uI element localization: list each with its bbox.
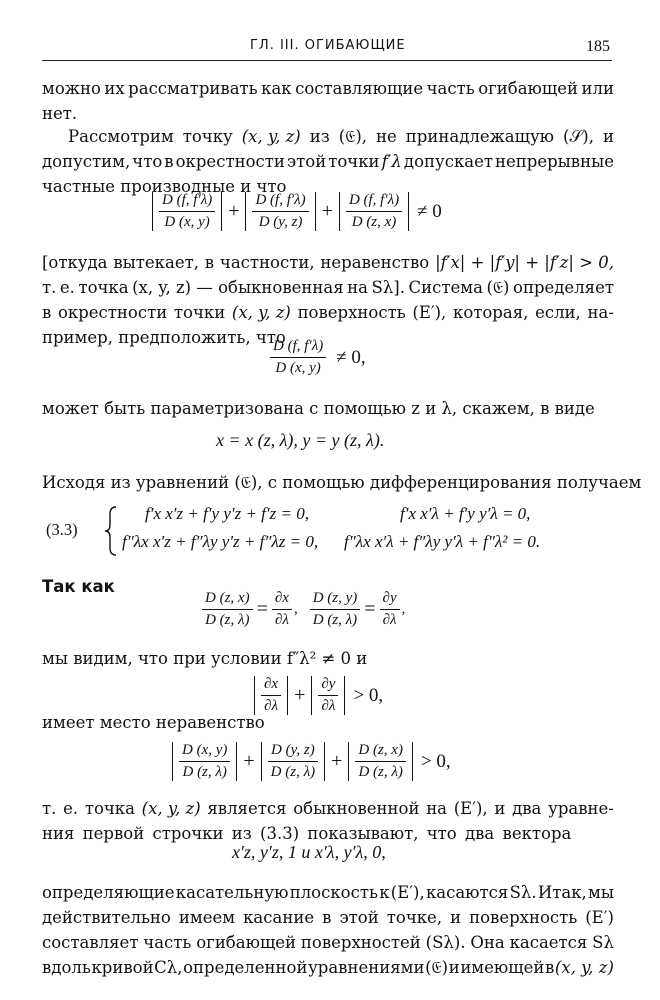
fraction: [268, 742, 318, 781]
word: Cλ,: [154, 958, 183, 977]
fraction: [355, 742, 406, 781]
header-rule: [42, 60, 612, 61]
denominator: D (z, x): [351, 214, 397, 230]
relation: ≠ 0: [417, 200, 442, 222]
numerator: D (f, f′λ): [270, 338, 326, 358]
word: в: [164, 152, 174, 171]
word: вектора: [502, 824, 572, 843]
word: составляющие: [295, 79, 424, 98]
denominator: ∂λ: [382, 612, 397, 628]
word: что: [426, 824, 457, 843]
word: е.: [63, 799, 79, 818]
word: часть: [143, 933, 192, 952]
numerator: ∂x: [261, 676, 281, 696]
word: в: [322, 908, 332, 927]
numerator: D (z, y): [310, 590, 361, 610]
formula-parametrization: x = x (z, λ), y = y (z, λ).: [216, 430, 385, 450]
relation: ≠ 0,: [336, 346, 366, 368]
denominator: ∂λ: [274, 612, 289, 628]
left-brace-icon: [104, 506, 118, 556]
abs-term: [348, 742, 413, 781]
system-row2-right: f″λx x′λ + f″λy y′λ + f″λ² = 0.: [344, 532, 541, 551]
text-line: [42, 880, 614, 905]
word: Она: [470, 933, 505, 952]
word: на-: [587, 303, 614, 322]
denominator: D (y, z): [258, 214, 303, 230]
word: этой: [339, 908, 379, 927]
denominator: ∂λ: [264, 698, 278, 714]
paragraph-6: [42, 646, 614, 671]
word: поверхность: [469, 908, 578, 927]
word: и: [448, 958, 460, 977]
word: определяет: [513, 278, 614, 297]
word: (𝔈): [425, 958, 449, 977]
running-header: ГЛ. III. ОГИБАЮЩИЕ: [250, 38, 406, 53]
numerator: ∂y: [380, 590, 400, 610]
fraction: [270, 338, 326, 377]
denominator: D (z, λ): [205, 612, 250, 628]
denominator: D (x, y): [275, 360, 321, 376]
word: (𝔈),: [338, 127, 367, 146]
word: т.: [42, 799, 57, 818]
word: точку: [182, 127, 233, 146]
word: уравне-: [548, 799, 614, 818]
word: огибающей: [478, 79, 579, 98]
plus-sign: +: [331, 750, 343, 772]
word: касательную: [175, 883, 289, 902]
fraction: [159, 192, 215, 231]
word: вытекает,: [113, 253, 199, 272]
comma: ,: [401, 600, 406, 617]
text-line: может быть параметризована с помощью z и λ, скажем, в виде: [42, 399, 595, 418]
denominator: ∂λ: [321, 698, 336, 714]
word: (E′),: [412, 303, 447, 322]
word: частности,: [219, 253, 315, 272]
word: из: [231, 824, 252, 843]
math-inline: |f′x| + |f′y| + |f′z| > 0,: [435, 253, 614, 272]
paragraph-1: [42, 76, 614, 126]
word: мы: [588, 883, 614, 902]
word: действительно: [42, 908, 171, 927]
numerator: ∂y: [318, 676, 338, 696]
word: точка: [78, 278, 129, 297]
word: допустим,: [42, 152, 131, 171]
math-inline: (x, y, z): [241, 127, 301, 146]
paragraph-3: [42, 250, 614, 350]
page-number: 185: [586, 38, 610, 55]
text-line: [42, 905, 614, 930]
equals-sign: =: [256, 598, 268, 620]
abs-term: [172, 742, 237, 781]
word: допускает: [403, 152, 493, 171]
numerator: D (f, f′λ): [346, 192, 402, 212]
abs-term: [261, 742, 325, 781]
text-line: частные производные и что: [42, 177, 287, 196]
abs-term: [339, 192, 409, 231]
plus-sign: +: [294, 684, 306, 706]
fraction: [272, 590, 292, 629]
paragraph-8: [42, 796, 614, 846]
word: точке,: [386, 908, 443, 927]
word: два: [512, 799, 542, 818]
word: огибающей: [196, 933, 297, 952]
system-row1-left: f′x x′z + f′y y′z + f′z = 0,: [145, 504, 309, 523]
word: два: [464, 824, 495, 843]
denominator: D (z, λ): [358, 764, 403, 780]
text-line: [42, 275, 614, 300]
text-line: Исходя из уравнений (𝔈), с помощью дифференцирования получаем: [42, 473, 642, 492]
paragraph-7: [42, 710, 614, 735]
math-inline: (x, y, z): [141, 799, 201, 818]
fraction: [346, 192, 402, 231]
word: их: [104, 79, 125, 98]
word: на: [347, 278, 368, 297]
denominator: D (z, λ): [270, 764, 316, 780]
word: Sλ.: [509, 883, 537, 902]
denominator: D (z, λ): [312, 612, 358, 628]
word: поверхность: [297, 303, 406, 322]
paragraph-2: [42, 124, 614, 199]
word: рассматривать: [128, 79, 258, 98]
text-line: [42, 76, 614, 101]
paragraph-5: [42, 470, 642, 495]
equation-number: (3.3): [46, 520, 78, 539]
word: Рассмотрим: [68, 127, 174, 146]
numerator: ∂x: [272, 590, 292, 610]
word: которая,: [453, 303, 529, 322]
text-line: пример, предположить, что: [42, 328, 286, 347]
formula-jacobian-sum: [152, 192, 442, 231]
denominator: D (x, y): [164, 214, 210, 230]
word: (x, y, z) — обыкновенная: [132, 278, 344, 297]
word: показывают,: [307, 824, 419, 843]
text-line: [42, 149, 614, 174]
text-line: нет.: [42, 104, 78, 123]
relation: > 0,: [420, 750, 451, 772]
math-inline: (x, y, z): [554, 958, 614, 977]
text-line: [42, 250, 614, 275]
equals-sign: =: [364, 598, 376, 620]
word: что: [132, 152, 163, 171]
word: и: [602, 127, 614, 146]
word: касание: [243, 908, 315, 927]
word: неравенство: [320, 253, 430, 272]
fraction: [179, 742, 230, 781]
plus-sign: +: [321, 200, 333, 222]
word: в: [204, 253, 215, 272]
word: определяющие: [42, 883, 175, 902]
fraction: [202, 590, 253, 629]
word: точки: [328, 152, 380, 171]
word: точки: [173, 303, 226, 322]
word: на: [426, 799, 448, 818]
word: (E′),: [390, 883, 425, 902]
word: Sλ: [592, 933, 614, 952]
formula-partial-derivatives: [200, 590, 405, 629]
numerator: D (x, y): [179, 742, 230, 762]
word: окрестности: [175, 152, 285, 171]
word: [откуда: [42, 253, 108, 272]
formula-vectors: x′z, y′z, 1 и x′λ, y′λ, 0,: [232, 842, 386, 862]
word: (3.3): [260, 824, 300, 843]
word: и: [494, 799, 506, 818]
word: плоскость: [289, 883, 378, 902]
fraction: [252, 192, 308, 231]
word: непрерывные: [495, 152, 614, 171]
text-line: мы видим, что при условии f″λ² ≠ 0 и: [42, 649, 368, 668]
text-line: [42, 955, 614, 980]
word: е.: [59, 278, 75, 297]
word: является: [207, 799, 287, 818]
word: имеющей: [460, 958, 545, 977]
word: Sλ].: [371, 278, 405, 297]
text-line: имеет место неравенство: [42, 713, 265, 732]
word: уравнениями: [308, 958, 425, 977]
math-inline: f′λ: [381, 152, 402, 171]
text-line: [42, 930, 614, 955]
comma: ,: [293, 600, 298, 617]
word: или: [581, 79, 614, 98]
word: (E′),: [453, 799, 488, 818]
word: окрестности: [57, 303, 168, 322]
word: обыкновенной: [293, 799, 420, 818]
word: принадлежащую: [405, 127, 555, 146]
paragraph-9: [42, 880, 614, 980]
word: из: [309, 127, 330, 146]
word: ния: [42, 824, 75, 843]
word: поверхностей: [300, 933, 421, 952]
numerator: D (f, f′λ): [252, 192, 308, 212]
word: как: [261, 79, 292, 98]
text-line: [42, 124, 614, 149]
numerator: D (f, f′λ): [159, 192, 215, 212]
plus-sign: +: [243, 750, 255, 772]
word: строчки: [152, 824, 224, 843]
denominator: D (z, λ): [182, 764, 227, 780]
word: не: [376, 127, 397, 146]
paragraph-4: [42, 396, 614, 421]
word: в: [42, 303, 52, 322]
system-row2-left: f″λx x′z + f″λy y′z + f″λz = 0,: [122, 532, 319, 551]
numerator: D (z, x): [355, 742, 406, 762]
word: (Sλ).: [425, 933, 466, 952]
word: можно: [42, 79, 101, 98]
abs-term: [245, 192, 315, 231]
phrase-tak-kak: Так как: [42, 577, 115, 596]
word: определенной: [183, 958, 308, 977]
word: т.: [42, 278, 57, 297]
word: кривой: [91, 958, 154, 977]
numerator: D (y, z): [268, 742, 318, 762]
word: имеем: [178, 908, 236, 927]
word: касаются: [425, 883, 509, 902]
word: в: [545, 958, 555, 977]
word: первой: [82, 824, 145, 843]
abs-term: [152, 192, 222, 231]
numerator: D (z, x): [202, 590, 253, 610]
fraction: [310, 590, 361, 629]
word: вдоль: [42, 958, 91, 977]
word: составляет: [42, 933, 139, 952]
word: и: [450, 908, 462, 927]
plus-sign: +: [228, 200, 240, 222]
word: касается: [509, 933, 588, 952]
word: к: [379, 883, 390, 902]
math-inline: (x, y, z): [231, 303, 291, 322]
word: часть: [426, 79, 475, 98]
word: если,: [535, 303, 581, 322]
formula-jacobian-xy: [268, 338, 366, 377]
word: (𝔈): [486, 278, 510, 297]
word: (𝒮),: [563, 127, 594, 146]
word: Итак,: [537, 883, 587, 902]
word: точка: [84, 799, 135, 818]
word: (E′): [585, 908, 614, 927]
relation: > 0,: [353, 684, 384, 706]
system-row1-right: f′x x′λ + f′y y′λ = 0,: [400, 504, 531, 523]
text-line: [42, 300, 614, 325]
fraction: [380, 590, 400, 629]
formula-jacobian-lambda-sum: [172, 742, 451, 781]
text-line: [42, 796, 614, 821]
word: Система: [408, 278, 483, 297]
word: этой: [286, 152, 327, 171]
